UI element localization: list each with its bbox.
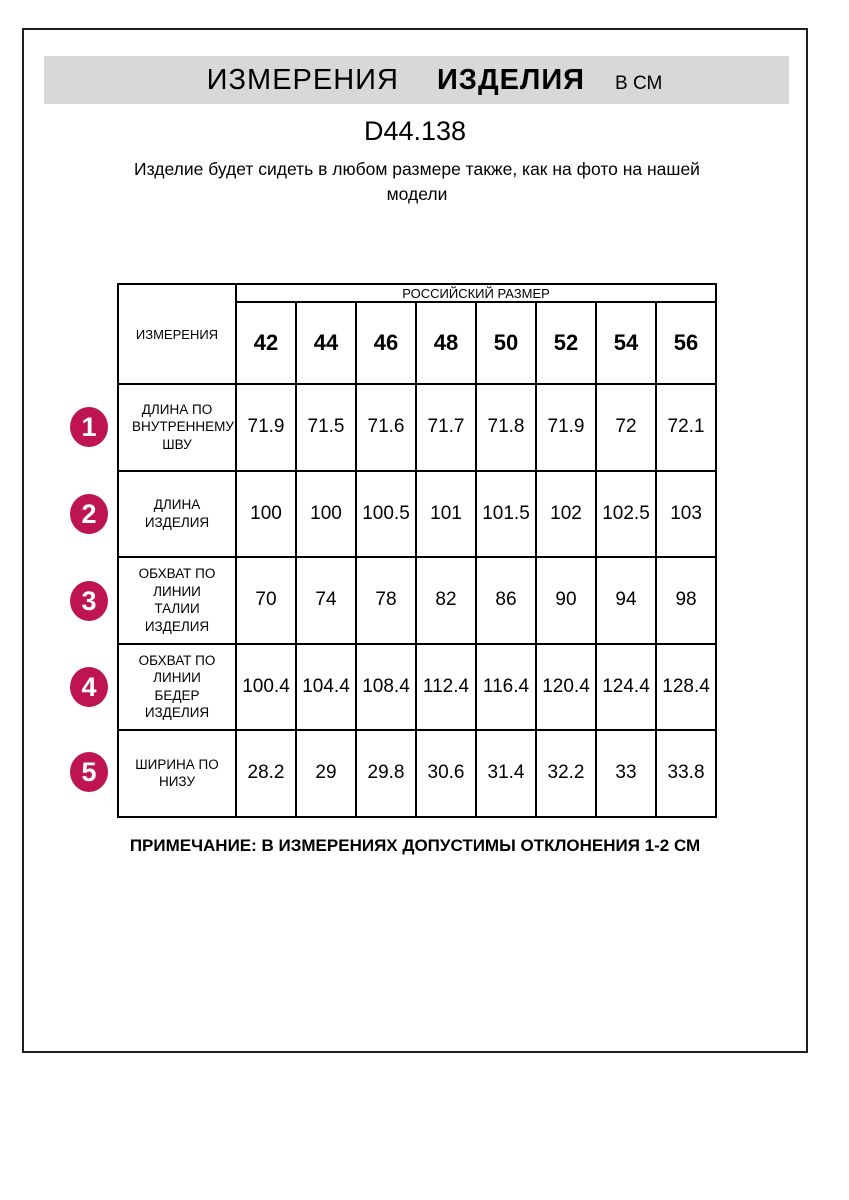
row-number-badge: 3 xyxy=(70,581,108,621)
value-cell: 71.9 xyxy=(536,384,596,471)
title-unit-cm: В СМ xyxy=(615,73,663,94)
table-row-inseam-length xyxy=(118,384,716,471)
title-word-measurements: ИЗМЕРЕНИЯ xyxy=(206,64,399,96)
value-cell: 29 xyxy=(296,730,356,817)
value-cell: 102.5 xyxy=(596,471,656,558)
table-row-item-length xyxy=(118,471,716,558)
value-cell: 70 xyxy=(236,557,296,644)
table-row-hip-girth xyxy=(118,644,716,731)
row-number-badge: 1 xyxy=(70,407,108,447)
russian-size-group-header: РОССИЙСКИЙ РАЗМЕР xyxy=(236,284,716,302)
product-code: D44.138 xyxy=(363,116,467,146)
value-cell: 100.5 xyxy=(356,471,416,558)
value-cell: 124.4 xyxy=(596,644,656,731)
value-cell: 103 xyxy=(656,471,716,558)
table-row-waist-girth xyxy=(118,557,716,644)
value-cell: 71.8 xyxy=(476,384,536,471)
value-cell: 116.4 xyxy=(476,644,536,731)
value-cell: 74 xyxy=(296,557,356,644)
row-label: ОБХВАТ ПО ЛИНИИ ТАЛИИ ИЗДЕЛИЯ xyxy=(118,557,236,644)
title-word-product: ИЗДЕЛИЯ xyxy=(436,64,586,96)
row-label: ДЛИНА ИЗДЕЛИЯ xyxy=(118,471,236,558)
measure-column-header: ИЗМЕРЕНИЯ xyxy=(118,284,236,384)
value-cell: 100 xyxy=(296,471,356,558)
row-label: ШИРИНА ПО НИЗУ xyxy=(118,730,236,817)
value-cell: 72 xyxy=(596,384,656,471)
value-cell: 29.8 xyxy=(356,730,416,817)
size-header: 48 xyxy=(416,302,476,384)
value-cell: 33 xyxy=(596,730,656,817)
table-row-bottom-width xyxy=(118,730,716,817)
value-cell: 101.5 xyxy=(476,471,536,558)
row-number-badge: 2 xyxy=(70,494,108,534)
size-header: 46 xyxy=(356,302,416,384)
value-cell: 100 xyxy=(236,471,296,558)
measurements-table xyxy=(117,283,717,818)
title-bar xyxy=(44,56,789,104)
value-cell: 82 xyxy=(416,557,476,644)
value-cell: 31.4 xyxy=(476,730,536,817)
value-cell: 112.4 xyxy=(416,644,476,731)
size-header: 44 xyxy=(296,302,356,384)
value-cell: 120.4 xyxy=(536,644,596,731)
size-header: 50 xyxy=(476,302,536,384)
row-number-badge: 5 xyxy=(70,752,108,792)
value-cell: 33.8 xyxy=(656,730,716,817)
value-cell: 90 xyxy=(536,557,596,644)
value-cell: 71.7 xyxy=(416,384,476,471)
value-cell: 28.2 xyxy=(236,730,296,817)
value-cell: 108.4 xyxy=(356,644,416,731)
fit-subtitle: Изделие будет сидеть в любом размере также, как на фото на нашей модели xyxy=(134,159,700,205)
value-cell: 128.4 xyxy=(656,644,716,731)
value-cell: 104.4 xyxy=(296,644,356,731)
value-cell: 94 xyxy=(596,557,656,644)
size-header: 52 xyxy=(536,302,596,384)
row-number-badge: 4 xyxy=(70,667,108,707)
tolerance-note: ПРИМЕЧАНИЕ: В ИЗМЕРЕНИЯХ ДОПУСТИМЫ ОТКЛОНЕНИЯ 1-2 СМ xyxy=(129,836,701,855)
row-label: ДЛИНА ПО ВНУТРЕННЕМУ ШВУ xyxy=(118,384,236,471)
size-header: 42 xyxy=(236,302,296,384)
value-cell: 32.2 xyxy=(536,730,596,817)
value-cell: 71.5 xyxy=(296,384,356,471)
value-cell: 71.9 xyxy=(236,384,296,471)
row-label: ОБХВАТ ПО ЛИНИИ БЕДЕР ИЗДЕЛИЯ xyxy=(118,644,236,731)
value-cell: 102 xyxy=(536,471,596,558)
size-header: 56 xyxy=(656,302,716,384)
value-cell: 71.6 xyxy=(356,384,416,471)
value-cell: 98 xyxy=(656,557,716,644)
value-cell: 78 xyxy=(356,557,416,644)
size-header: 54 xyxy=(596,302,656,384)
value-cell: 86 xyxy=(476,557,536,644)
value-cell: 101 xyxy=(416,471,476,558)
value-cell: 72.1 xyxy=(656,384,716,471)
value-cell: 30.6 xyxy=(416,730,476,817)
value-cell: 100.4 xyxy=(236,644,296,731)
